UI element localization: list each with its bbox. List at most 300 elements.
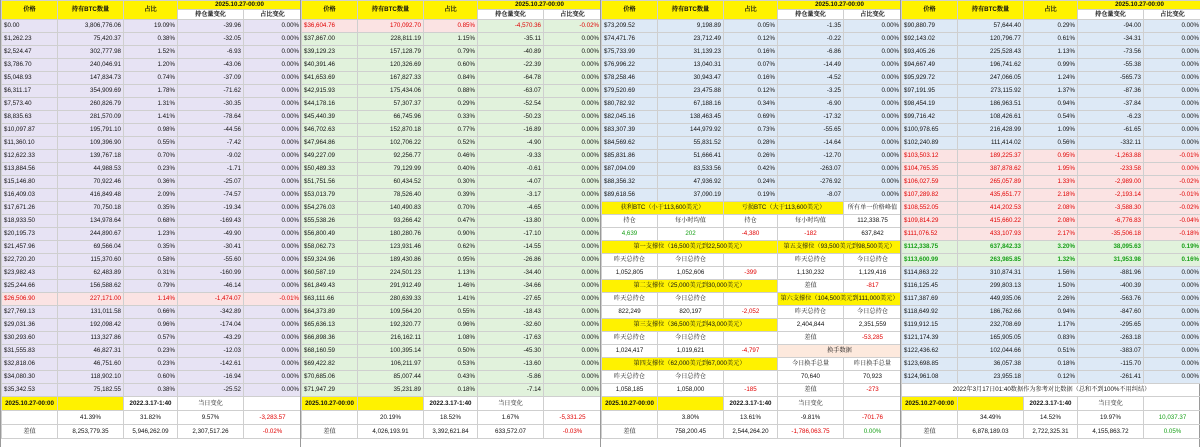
- table-row: [302, 202, 602, 215]
- cell: -61.65: [1078, 124, 1144, 137]
- table-row: [902, 228, 1200, 241]
- cell: -2,989.00: [1078, 176, 1144, 189]
- cell: 0.53%: [424, 358, 478, 371]
- cell: 0.35%: [124, 241, 178, 254]
- value: 18.52%: [424, 411, 478, 425]
- cell: 156,588.62: [58, 280, 124, 293]
- cell: 0.54%: [1024, 111, 1078, 124]
- cell: 37,090.19: [658, 189, 724, 202]
- cell: 115,370.60: [58, 254, 124, 267]
- value: 2,544,264.20: [724, 425, 778, 439]
- cell: 0.00%: [244, 358, 302, 371]
- cell: 0.12%: [724, 85, 778, 98]
- cell: 227,171.00: [58, 293, 124, 306]
- table-row: [2, 371, 302, 384]
- cell: $15,146.80: [2, 176, 58, 189]
- cell: 83,533.56: [658, 163, 724, 176]
- table-row: [302, 20, 602, 33]
- cell: -565.73: [1078, 72, 1144, 85]
- cell: 113,327.86: [58, 332, 124, 345]
- cell: $95,929.72: [902, 72, 958, 85]
- table-row: [302, 384, 602, 397]
- blank: [58, 397, 124, 411]
- cell: -847.60: [1078, 306, 1144, 319]
- table-row: [302, 345, 602, 358]
- cell: $87,094.09: [602, 163, 658, 176]
- cell: -46.14: [178, 280, 244, 293]
- cell: 0.74%: [124, 72, 178, 85]
- cell: 0.58%: [124, 254, 178, 267]
- cell: 0.00%: [844, 124, 902, 137]
- label: 每小时均值: [658, 215, 724, 228]
- value: 4,155,863.72: [1078, 425, 1144, 439]
- cell: 157,128.79: [358, 46, 424, 59]
- table-row: [302, 371, 602, 384]
- cell: 0.00%: [844, 150, 902, 163]
- cell: 0.28%: [724, 137, 778, 150]
- value: 9.57%: [178, 411, 244, 425]
- table-row: [902, 254, 1200, 267]
- table-row: [302, 137, 602, 150]
- cell: -13.80: [478, 215, 544, 228]
- blank: [724, 371, 778, 384]
- table-row: [902, 332, 1200, 345]
- cell: $89,618.56: [602, 189, 658, 202]
- table-row: [2, 176, 302, 189]
- cell: $2,524.47: [2, 46, 58, 59]
- cell: 0.00%: [1144, 267, 1200, 280]
- table-row: [902, 124, 1200, 137]
- value: -0.03%: [544, 425, 602, 439]
- value: 1,052,606: [658, 267, 724, 280]
- cell: -0.02%: [1144, 176, 1200, 189]
- all-peak-title: 所有单一价格峰值: [844, 202, 902, 215]
- cell: -4.90: [478, 137, 544, 150]
- cell: $40,391.46: [302, 59, 358, 72]
- table-row: [302, 150, 602, 163]
- cell: $59,324.96: [302, 254, 358, 267]
- cell: 0.00%: [1144, 163, 1200, 176]
- footer-ref-date: 2022.3.17-1:40: [1024, 397, 1078, 411]
- table-row: [902, 137, 1200, 150]
- col-header-date: 2025.10.27-00:00: [478, 1, 602, 10]
- cell: 0.00%: [544, 85, 602, 98]
- cell: -14.64: [778, 137, 844, 150]
- cell: 102,706.22: [358, 137, 424, 150]
- value: 20.19%: [358, 411, 424, 425]
- value: -4,797: [724, 345, 778, 358]
- cell: 195,791.10: [58, 124, 124, 137]
- value: 3.80%: [658, 411, 724, 425]
- cell: 0.70%: [424, 202, 478, 215]
- blank: [1144, 397, 1200, 411]
- cell: -0.61: [478, 163, 544, 176]
- value: 70,640: [778, 371, 844, 384]
- cell: $56,800.49: [302, 228, 358, 241]
- value: 4,026,193.91: [358, 425, 424, 439]
- cell: $104,765.35: [902, 163, 958, 176]
- label: 昨天总持仓: [778, 254, 844, 267]
- table-row: [602, 46, 902, 59]
- cell: -0.01%: [1144, 150, 1200, 163]
- cell: 0.00%: [1144, 59, 1200, 72]
- cell: $74,471.76: [602, 33, 658, 46]
- table-row: [302, 72, 602, 85]
- cell: 0.43%: [424, 371, 478, 384]
- cell: 216,428.99: [958, 124, 1024, 137]
- block-3: [600, 0, 900, 447]
- table-row: [602, 124, 902, 137]
- cell: 66,745.96: [358, 111, 424, 124]
- cell: $118,649.92: [902, 306, 958, 319]
- table-row: [302, 163, 602, 176]
- cell: 0.00%: [544, 280, 602, 293]
- value: 1,024,417: [602, 345, 658, 358]
- cell: 0.00%: [544, 111, 602, 124]
- cell: $29,031.36: [2, 319, 58, 332]
- table-row: [302, 98, 602, 111]
- cell: 0.98%: [124, 124, 178, 137]
- cell: $54,276.03: [302, 202, 358, 215]
- value: 822,249: [602, 306, 658, 319]
- cell: 0.00%: [244, 150, 302, 163]
- cell: 0.77%: [424, 124, 478, 137]
- table-row: [2, 137, 302, 150]
- cell: 0.24%: [724, 176, 778, 189]
- cell: -27.65: [478, 293, 544, 306]
- cell: 0.00%: [544, 124, 602, 137]
- cell: -44.56: [178, 124, 244, 137]
- cell: $7,573.40: [2, 98, 58, 111]
- cell: 1.50%: [1024, 280, 1078, 293]
- cell: 0.00%: [544, 319, 602, 332]
- table-row: [2, 215, 302, 228]
- cell: -383.07: [1078, 345, 1144, 358]
- cell: -34.40: [478, 267, 544, 280]
- cell: 0.00%: [544, 98, 602, 111]
- cell: 281,570.09: [58, 111, 124, 124]
- cell: -0.04%: [1144, 215, 1200, 228]
- cell: -142.61: [178, 358, 244, 371]
- value: -273: [844, 384, 902, 397]
- cell: 260,826.79: [58, 98, 124, 111]
- footer-ref-date: 2022.3.17-1:40: [124, 397, 178, 411]
- cell: -6.86: [778, 46, 844, 59]
- cell: $58,062.73: [302, 241, 358, 254]
- note: 2022年3月17日01:40数据作为参考对比数据（总和不到100%不用纠结）: [902, 384, 1200, 397]
- cell: $85,831.86: [602, 150, 658, 163]
- cell: 0.57%: [124, 332, 178, 345]
- cell: 118,902.10: [58, 371, 124, 384]
- cell: $83,307.39: [602, 124, 658, 137]
- cell: 189,225.37: [958, 150, 1024, 163]
- cell: $13,884.56: [2, 163, 58, 176]
- block-4: [900, 0, 1200, 447]
- table-row: [2, 345, 302, 358]
- cell: 302,777.98: [58, 46, 124, 59]
- cell: 1.46%: [424, 280, 478, 293]
- cell: 189,430.86: [358, 254, 424, 267]
- cell: $51,751.56: [302, 176, 358, 189]
- cell: $94,667.49: [902, 59, 958, 72]
- cell: 416,849.48: [58, 189, 124, 202]
- cell: -8.07: [778, 189, 844, 202]
- table-row: [2, 319, 302, 332]
- cell: 225,528.43: [958, 46, 1024, 59]
- cell: 247,066.05: [958, 72, 1024, 85]
- value: -0.02%: [244, 425, 302, 439]
- cell: -78.64: [178, 111, 244, 124]
- cell: 0.00%: [244, 111, 302, 124]
- cell: 244,890.67: [58, 228, 124, 241]
- cell: 170,092.70: [358, 20, 424, 33]
- cell: $11,360.10: [2, 137, 58, 150]
- cell: $64,373.89: [302, 306, 358, 319]
- cell: $111,076.52: [902, 228, 958, 241]
- table-row: [902, 189, 1200, 202]
- cell: -4.65: [478, 202, 544, 215]
- cell: 2.08%: [1024, 215, 1078, 228]
- cell: $99,716.42: [902, 111, 958, 124]
- table-row: [2, 163, 302, 176]
- cell: 0.42%: [724, 163, 778, 176]
- label: 持仓: [602, 215, 658, 228]
- label: 今日换手总量: [778, 358, 844, 371]
- cell: 280,639.33: [358, 293, 424, 306]
- cell: 0.90%: [424, 228, 478, 241]
- value: -399: [724, 267, 778, 280]
- cell: -14.49: [778, 59, 844, 72]
- value: 4,639: [602, 228, 658, 241]
- cell: 0.88%: [424, 85, 478, 98]
- cell: 46,751.60: [58, 358, 124, 371]
- cell: -17.10: [478, 228, 544, 241]
- cell: 70,922.46: [58, 176, 124, 189]
- cell: 44,988.53: [58, 163, 124, 176]
- cell: $121,174.39: [902, 332, 958, 345]
- table-row: [302, 254, 602, 267]
- cell: $73,209.52: [602, 20, 658, 33]
- table-row: [302, 111, 602, 124]
- table-row: [2, 228, 302, 241]
- cell: 0.16%: [1144, 254, 1200, 267]
- cell: 0.19%: [1144, 241, 1200, 254]
- cell: -2,193.14: [1078, 189, 1144, 202]
- cell: 9,198.89: [658, 20, 724, 33]
- table-row: [302, 332, 602, 345]
- cell: 0.68%: [124, 215, 178, 228]
- cell: -32.60: [478, 319, 544, 332]
- value: -5,331.25: [544, 411, 602, 425]
- cell: -400.39: [1078, 280, 1144, 293]
- cell: 0.00%: [544, 254, 602, 267]
- cell: 0.00%: [544, 176, 602, 189]
- cell: 0.70%: [124, 150, 178, 163]
- cell: 120,326.69: [358, 59, 424, 72]
- cell: 414,202.53: [958, 202, 1024, 215]
- value: 41.39%: [58, 411, 124, 425]
- cell: 449,935.06: [958, 293, 1024, 306]
- cell: 0.00%: [544, 59, 602, 72]
- cell: 0.00%: [1144, 319, 1200, 332]
- cell: -55.65: [778, 124, 844, 137]
- cell: $6,311.17: [2, 85, 58, 98]
- cell: 165,905.05: [958, 332, 1024, 345]
- value: -3,283.57: [244, 411, 302, 425]
- cell: 0.85%: [424, 20, 478, 33]
- cell: 0.00%: [244, 72, 302, 85]
- blank: [302, 411, 358, 425]
- cell: -9.02: [178, 150, 244, 163]
- label: 昨天总持仓: [602, 332, 658, 345]
- cell: $90,880.79: [902, 20, 958, 33]
- table-row: [902, 33, 1200, 46]
- cell: -26.86: [478, 254, 544, 267]
- value: 1,130,232: [778, 267, 844, 280]
- cell: $82,045.16: [602, 111, 658, 124]
- cell: 0.38%: [124, 33, 178, 46]
- cell: -13.60: [478, 358, 544, 371]
- cell: $68,160.59: [302, 345, 358, 358]
- cell: 0.33%: [424, 111, 478, 124]
- cell: 0.00%: [244, 202, 302, 215]
- cell: 0.00%: [544, 241, 602, 254]
- table-row: [2, 46, 302, 59]
- cell: $46,702.63: [302, 124, 358, 137]
- cell: $112,338.75: [902, 241, 958, 254]
- table-row: [2, 111, 302, 124]
- cell: -233.58: [1078, 163, 1144, 176]
- cell: 0.00%: [844, 111, 902, 124]
- cell: 0.36%: [124, 176, 178, 189]
- blank: [724, 332, 778, 345]
- cell: $98,454.19: [902, 98, 958, 111]
- cell: 0.00%: [244, 85, 302, 98]
- cell: -1,263.88: [1078, 150, 1144, 163]
- cell: 0.18%: [424, 384, 478, 397]
- cell: 0.52%: [424, 137, 478, 150]
- cell: 2.17%: [1024, 228, 1078, 241]
- cell: -0.22: [778, 33, 844, 46]
- cell: 0.00%: [244, 46, 302, 59]
- table-row: [2, 384, 302, 397]
- cell: 19.09%: [124, 20, 178, 33]
- cell: 435,651.77: [958, 189, 1024, 202]
- cell: 291,912.49: [358, 280, 424, 293]
- cell: 1.23%: [124, 228, 178, 241]
- table-row: [2, 59, 302, 72]
- table-row: [2, 33, 302, 46]
- value: 0.00%: [844, 425, 902, 439]
- cell: 0.00%: [544, 306, 602, 319]
- cell: 175,434.06: [358, 85, 424, 98]
- cell: 100,395.14: [358, 345, 424, 358]
- table-row: [302, 85, 602, 98]
- value: 1.67%: [478, 411, 544, 425]
- cell: -0.18%: [1144, 228, 1200, 241]
- cell: 38,095.63: [1078, 241, 1144, 254]
- cell: -0.01%: [1144, 189, 1200, 202]
- value: -1,786,063.75: [778, 425, 844, 439]
- cell: 0.00%: [844, 189, 902, 202]
- cell: 0.00%: [244, 189, 302, 202]
- table-row: [2, 358, 302, 371]
- cell: 0.00%: [544, 293, 602, 306]
- cell: 1.09%: [1024, 124, 1078, 137]
- blank: [724, 254, 778, 267]
- cell: 0.99%: [1024, 59, 1078, 72]
- footer-ref-date: 2022.3.17-1:40: [424, 397, 478, 411]
- blank: [902, 411, 958, 425]
- label: 今日总持仓: [844, 254, 902, 267]
- cell: -4,570.36: [478, 20, 544, 33]
- cell: 0.00%: [244, 215, 302, 228]
- cell: -34.31: [1078, 33, 1144, 46]
- cell: 79,129.99: [358, 163, 424, 176]
- cell: $75,733.99: [602, 46, 658, 59]
- blank: [724, 293, 778, 306]
- value: 1,129,416: [844, 267, 902, 280]
- table-row: [902, 20, 1200, 33]
- table-row: [602, 33, 902, 46]
- cell: 0.29%: [1024, 20, 1078, 33]
- cell: -52.54: [478, 98, 544, 111]
- cell: 0.00%: [544, 202, 602, 215]
- cell: $106,027.59: [902, 176, 958, 189]
- cell: 0.00%: [844, 33, 902, 46]
- cell: 0.34%: [724, 98, 778, 111]
- cell: -43.29: [178, 332, 244, 345]
- cell: 106,211.97: [358, 358, 424, 371]
- cell: -6,776.83: [1078, 215, 1144, 228]
- cell: 2.09%: [124, 189, 178, 202]
- block-1: [0, 0, 300, 447]
- cell: $117,387.69: [902, 293, 958, 306]
- cell: $37,867.00: [302, 33, 358, 46]
- cell: 0.00%: [544, 332, 602, 345]
- cell: -7.14: [478, 384, 544, 397]
- cell: 57,644.40: [958, 20, 1024, 33]
- cell: 228,811.19: [358, 33, 424, 46]
- cell: 0.00%: [244, 59, 302, 72]
- cell: 310,874.31: [958, 267, 1024, 280]
- cell: 0.07%: [724, 59, 778, 72]
- cell: 0.00%: [244, 241, 302, 254]
- blank: [602, 411, 658, 425]
- label: 昨天总持仓: [602, 254, 658, 267]
- col-header-ratio: 占比: [424, 1, 478, 20]
- table-row: [2, 332, 302, 345]
- value: 1,058,000: [658, 384, 724, 397]
- cell: 0.00%: [844, 59, 902, 72]
- table-row: [902, 85, 1200, 98]
- cell: 0.00%: [844, 137, 902, 150]
- cell: -73.56: [1078, 46, 1144, 59]
- value: 14.52%: [1024, 411, 1078, 425]
- cell: -55.60: [178, 254, 244, 267]
- table-row: [2, 124, 302, 137]
- cell: 0.00%: [844, 176, 902, 189]
- cell: -3.17: [478, 189, 544, 202]
- cell: 60,434.52: [358, 176, 424, 189]
- table-row: [902, 215, 1200, 228]
- cell: 0.16%: [724, 46, 778, 59]
- table-row: [302, 228, 602, 241]
- cell: -3.25: [778, 85, 844, 98]
- footer-date: 2025.10.27-00:00: [2, 397, 58, 411]
- cell: 0.00%: [544, 345, 602, 358]
- cell: 0.00%: [244, 267, 302, 280]
